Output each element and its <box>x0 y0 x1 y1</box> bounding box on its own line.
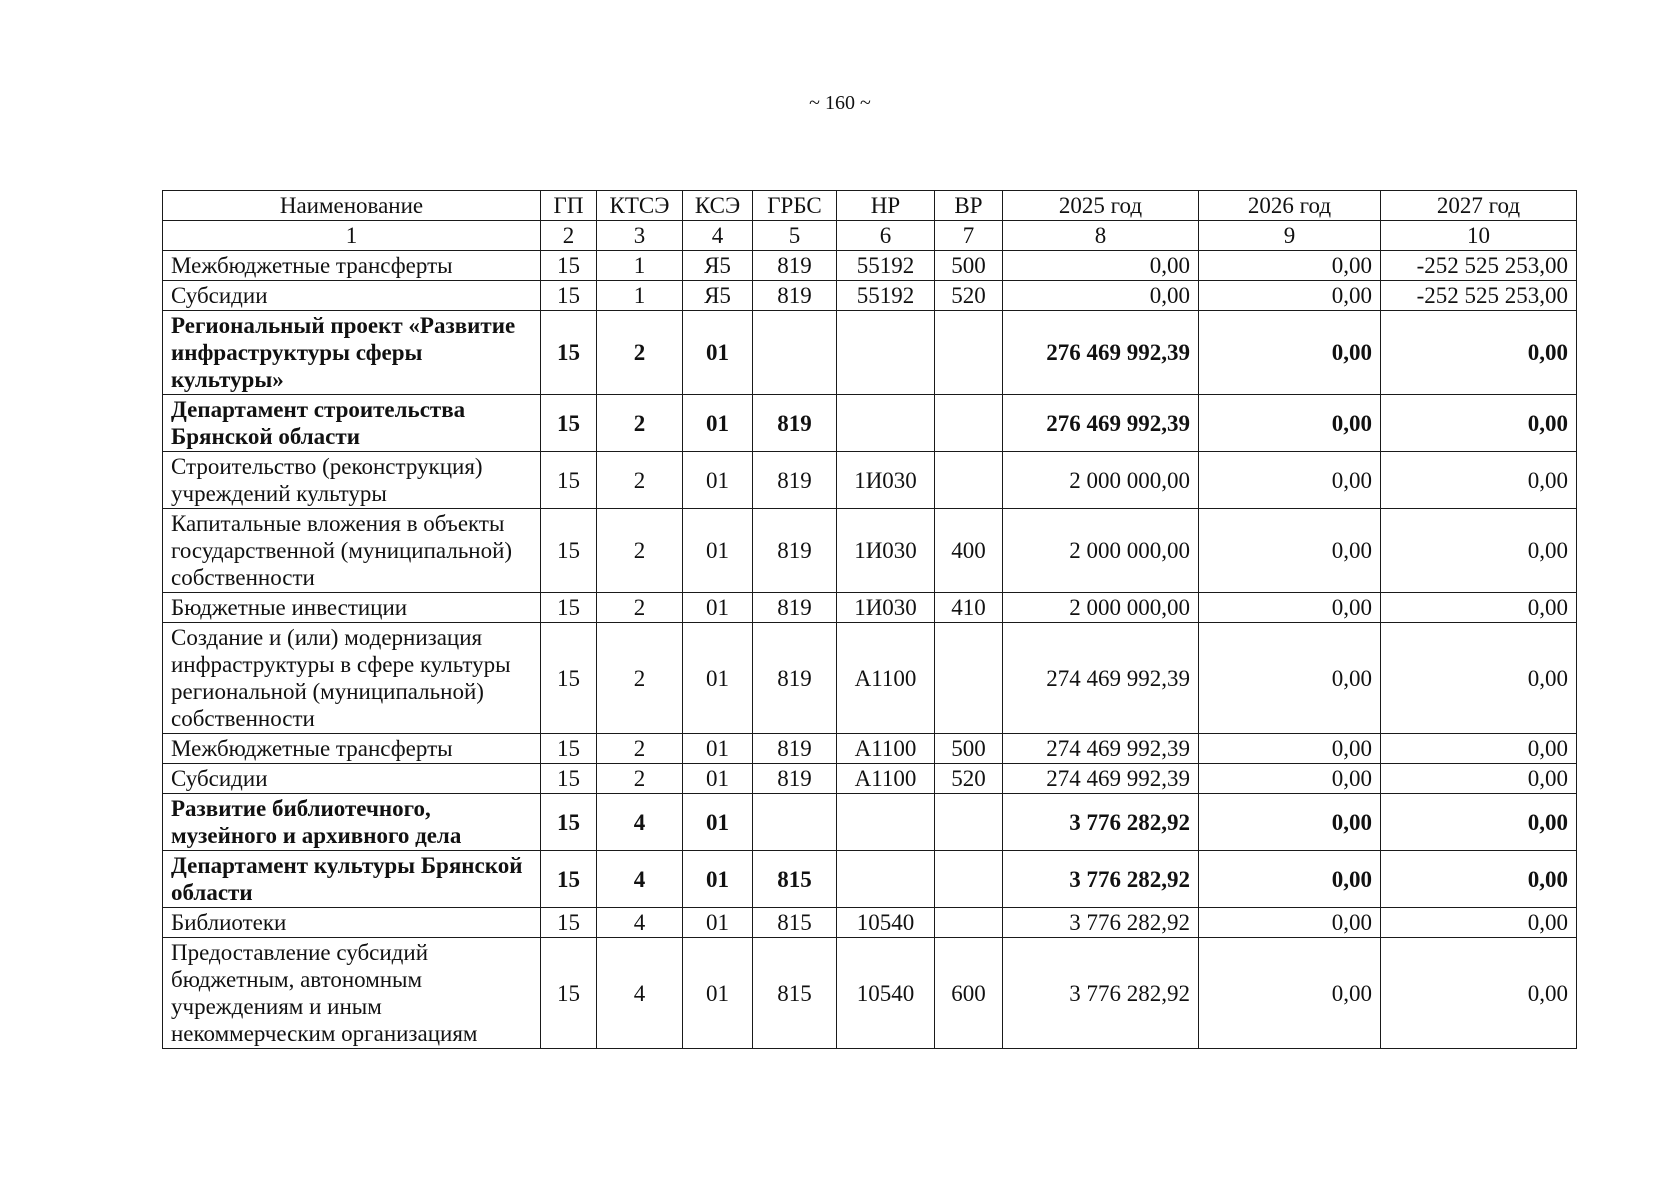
nr-cell: 1И030 <box>837 452 935 509</box>
grbs-cell: 815 <box>753 908 837 938</box>
grbs-cell: 819 <box>753 509 837 593</box>
header-2027: 2027 год <box>1381 191 1577 221</box>
amount-2025-cell: 0,00 <box>1003 281 1199 311</box>
kse-cell: 01 <box>683 851 753 908</box>
ktse-cell: 2 <box>597 509 683 593</box>
vr-cell <box>935 794 1003 851</box>
gp-cell: 15 <box>541 281 597 311</box>
column-number: 10 <box>1381 221 1577 251</box>
name-cell: Департамент культуры Брянской области <box>163 851 541 908</box>
name-cell: Субсидии <box>163 281 541 311</box>
name-cell: Капитальные вложения в объекты государственной (муниципальной) собственности <box>163 509 541 593</box>
amount-2025-cell: 3 776 282,92 <box>1003 938 1199 1049</box>
ktse-cell: 2 <box>597 734 683 764</box>
name-cell: Департамент строительства Брянской области <box>163 395 541 452</box>
grbs-cell: 819 <box>753 593 837 623</box>
name-cell: Строительство (реконструкция) учреждений культуры <box>163 452 541 509</box>
name-cell: Бюджетные инвестиции <box>163 593 541 623</box>
grbs-cell: 819 <box>753 395 837 452</box>
amount-2026-cell: 0,00 <box>1199 938 1381 1049</box>
grbs-cell <box>753 794 837 851</box>
ktse-cell: 2 <box>597 593 683 623</box>
amount-2026-cell: 0,00 <box>1199 509 1381 593</box>
table-row <box>163 281 1577 311</box>
nr-cell: 55192 <box>837 281 935 311</box>
table-row <box>163 938 1577 1049</box>
amount-2026-cell: 0,00 <box>1199 764 1381 794</box>
column-number: 5 <box>753 221 837 251</box>
kse-cell: Я5 <box>683 251 753 281</box>
gp-cell: 15 <box>541 734 597 764</box>
amount-2027-cell: 0,00 <box>1381 452 1577 509</box>
ktse-cell: 4 <box>597 938 683 1049</box>
grbs-cell: 819 <box>753 251 837 281</box>
ktse-cell: 4 <box>597 908 683 938</box>
grbs-cell <box>753 311 837 395</box>
table-row <box>163 764 1577 794</box>
table-row <box>163 311 1577 395</box>
gp-cell: 15 <box>541 251 597 281</box>
table-row <box>163 251 1577 281</box>
column-number: 9 <box>1199 221 1381 251</box>
header-ktse: КТСЭ <box>597 191 683 221</box>
kse-cell: 01 <box>683 593 753 623</box>
vr-cell <box>935 311 1003 395</box>
amount-2026-cell: 0,00 <box>1199 734 1381 764</box>
kse-cell: 01 <box>683 311 753 395</box>
column-number: 1 <box>163 221 541 251</box>
grbs-cell: 819 <box>753 452 837 509</box>
header-vr: ВР <box>935 191 1003 221</box>
kse-cell: 01 <box>683 395 753 452</box>
kse-cell: 01 <box>683 794 753 851</box>
amount-2026-cell: 0,00 <box>1199 593 1381 623</box>
amount-2027-cell: -252 525 253,00 <box>1381 251 1577 281</box>
amount-2026-cell: 0,00 <box>1199 281 1381 311</box>
table-row <box>163 509 1577 593</box>
gp-cell: 15 <box>541 509 597 593</box>
amount-2025-cell: 0,00 <box>1003 251 1199 281</box>
ktse-cell: 2 <box>597 395 683 452</box>
vr-cell: 500 <box>935 251 1003 281</box>
budget-table <box>162 190 1577 1049</box>
amount-2025-cell: 3 776 282,92 <box>1003 908 1199 938</box>
vr-cell: 520 <box>935 281 1003 311</box>
header-nr: НР <box>837 191 935 221</box>
column-number: 2 <box>541 221 597 251</box>
name-cell: Развитие библиотечного, музейного и архивного дела <box>163 794 541 851</box>
grbs-cell: 819 <box>753 764 837 794</box>
column-number: 6 <box>837 221 935 251</box>
table-row <box>163 908 1577 938</box>
amount-2027-cell: 0,00 <box>1381 593 1577 623</box>
vr-cell <box>935 452 1003 509</box>
vr-cell: 410 <box>935 593 1003 623</box>
kse-cell: 01 <box>683 623 753 734</box>
table-row <box>163 452 1577 509</box>
header-grbs: ГРБС <box>753 191 837 221</box>
column-number: 4 <box>683 221 753 251</box>
amount-2027-cell: 0,00 <box>1381 395 1577 452</box>
nr-cell <box>837 851 935 908</box>
page-number: ~ 160 ~ <box>809 92 871 114</box>
gp-cell: 15 <box>541 623 597 734</box>
vr-cell: 520 <box>935 764 1003 794</box>
vr-cell: 600 <box>935 938 1003 1049</box>
nr-cell <box>837 311 935 395</box>
nr-cell: 10540 <box>837 938 935 1049</box>
grbs-cell: 819 <box>753 734 837 764</box>
nr-cell: А1100 <box>837 623 935 734</box>
amount-2025-cell: 274 469 992,39 <box>1003 764 1199 794</box>
header-2025: 2025 год <box>1003 191 1199 221</box>
amount-2025-cell: 3 776 282,92 <box>1003 851 1199 908</box>
amount-2027-cell: 0,00 <box>1381 623 1577 734</box>
amount-2026-cell: 0,00 <box>1199 908 1381 938</box>
gp-cell: 15 <box>541 395 597 452</box>
gp-cell: 15 <box>541 764 597 794</box>
amount-2027-cell: 0,00 <box>1381 938 1577 1049</box>
amount-2025-cell: 276 469 992,39 <box>1003 311 1199 395</box>
gp-cell: 15 <box>541 908 597 938</box>
kse-cell: 01 <box>683 509 753 593</box>
amount-2026-cell: 0,00 <box>1199 851 1381 908</box>
amount-2027-cell: 0,00 <box>1381 794 1577 851</box>
amount-2025-cell: 274 469 992,39 <box>1003 734 1199 764</box>
table-row <box>163 395 1577 452</box>
grbs-cell: 819 <box>753 623 837 734</box>
grbs-cell: 815 <box>753 851 837 908</box>
amount-2027-cell: 0,00 <box>1381 311 1577 395</box>
amount-2027-cell: 0,00 <box>1381 908 1577 938</box>
amount-2025-cell: 2 000 000,00 <box>1003 509 1199 593</box>
grbs-cell: 815 <box>753 938 837 1049</box>
amount-2026-cell: 0,00 <box>1199 311 1381 395</box>
table-row <box>163 623 1577 734</box>
ktse-cell: 1 <box>597 251 683 281</box>
gp-cell: 15 <box>541 938 597 1049</box>
header-gp: ГП <box>541 191 597 221</box>
name-cell: Региональный проект «Развитие инфраструктуры сферы культуры» <box>163 311 541 395</box>
kse-cell: 01 <box>683 938 753 1049</box>
ktse-cell: 2 <box>597 623 683 734</box>
vr-cell: 500 <box>935 734 1003 764</box>
kse-cell: 01 <box>683 452 753 509</box>
ktse-cell: 4 <box>597 851 683 908</box>
kse-cell: 01 <box>683 734 753 764</box>
nr-cell: 55192 <box>837 251 935 281</box>
amount-2025-cell: 276 469 992,39 <box>1003 395 1199 452</box>
table-body <box>163 251 1577 1049</box>
name-cell: Межбюджетные трансферты <box>163 734 541 764</box>
header-name: Наименование <box>163 191 541 221</box>
amount-2026-cell: 0,00 <box>1199 251 1381 281</box>
vr-cell: 400 <box>935 509 1003 593</box>
grbs-cell: 819 <box>753 281 837 311</box>
ktse-cell: 1 <box>597 281 683 311</box>
header-row <box>163 191 1577 221</box>
gp-cell: 15 <box>541 794 597 851</box>
column-number: 3 <box>597 221 683 251</box>
vr-cell <box>935 623 1003 734</box>
nr-cell <box>837 794 935 851</box>
vr-cell <box>935 395 1003 452</box>
amount-2026-cell: 0,00 <box>1199 623 1381 734</box>
table-row <box>163 794 1577 851</box>
nr-cell: 1И030 <box>837 509 935 593</box>
nr-cell: А1100 <box>837 734 935 764</box>
column-number-row <box>163 221 1577 251</box>
amount-2027-cell: 0,00 <box>1381 509 1577 593</box>
gp-cell: 15 <box>541 452 597 509</box>
amount-2027-cell: 0,00 <box>1381 851 1577 908</box>
vr-cell <box>935 908 1003 938</box>
table-row <box>163 851 1577 908</box>
kse-cell: 01 <box>683 908 753 938</box>
name-cell: Межбюджетные трансферты <box>163 251 541 281</box>
amount-2026-cell: 0,00 <box>1199 452 1381 509</box>
kse-cell: Я5 <box>683 281 753 311</box>
amount-2025-cell: 2 000 000,00 <box>1003 593 1199 623</box>
column-number: 7 <box>935 221 1003 251</box>
header-2026: 2026 год <box>1199 191 1381 221</box>
ktse-cell: 2 <box>597 452 683 509</box>
ktse-cell: 2 <box>597 764 683 794</box>
name-cell: Создание и (или) модернизация инфраструктуры в сфере культуры региональной (муниципальной) собственности <box>163 623 541 734</box>
amount-2027-cell: -252 525 253,00 <box>1381 281 1577 311</box>
header-kse: КСЭ <box>683 191 753 221</box>
gp-cell: 15 <box>541 851 597 908</box>
name-cell: Предоставление субсидий бюджетным, автономным учреждениям и иным некоммерческим организациям <box>163 938 541 1049</box>
vr-cell <box>935 851 1003 908</box>
column-number: 8 <box>1003 221 1199 251</box>
amount-2025-cell: 274 469 992,39 <box>1003 623 1199 734</box>
name-cell: Библиотеки <box>163 908 541 938</box>
nr-cell: А1100 <box>837 764 935 794</box>
nr-cell <box>837 395 935 452</box>
gp-cell: 15 <box>541 311 597 395</box>
amount-2026-cell: 0,00 <box>1199 794 1381 851</box>
amount-2027-cell: 0,00 <box>1381 734 1577 764</box>
nr-cell: 10540 <box>837 908 935 938</box>
amount-2027-cell: 0,00 <box>1381 764 1577 794</box>
amount-2026-cell: 0,00 <box>1199 395 1381 452</box>
nr-cell: 1И030 <box>837 593 935 623</box>
ktse-cell: 2 <box>597 311 683 395</box>
ktse-cell: 4 <box>597 794 683 851</box>
gp-cell: 15 <box>541 593 597 623</box>
amount-2025-cell: 3 776 282,92 <box>1003 794 1199 851</box>
table-row <box>163 734 1577 764</box>
name-cell: Субсидии <box>163 764 541 794</box>
kse-cell: 01 <box>683 764 753 794</box>
table-row <box>163 593 1577 623</box>
amount-2025-cell: 2 000 000,00 <box>1003 452 1199 509</box>
